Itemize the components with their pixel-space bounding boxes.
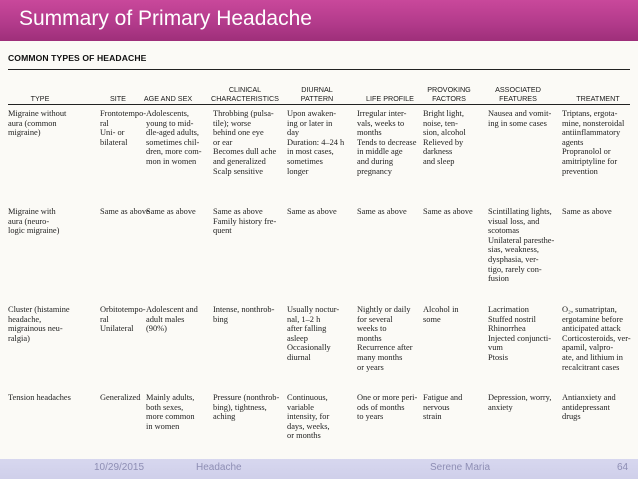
cell-associated-features [488,207,560,284]
cell-line: scotomas [488,226,520,236]
cell-line: migrainous neu- [8,324,63,334]
cell-line: antidepressant [562,402,610,412]
cell-line: or ear [213,137,233,147]
cell-line: headache, [8,314,42,324]
headache-table-image [0,41,638,459]
cell-line: agents [562,137,584,147]
cell-provoking-factors [423,393,485,422]
cell-line: vum [488,343,503,353]
cell-line: many months [357,352,403,362]
cell-line: Family history fre- [213,216,277,226]
cell-line: vals, weeks to [357,118,405,128]
cell-line: apamil, valpro- [562,343,614,353]
cell-clinical-characteristics [213,109,285,176]
cell-line: sometimes [287,156,323,166]
cell-line: strain [423,412,442,422]
cell-clinical-characteristics [213,393,285,422]
cell-line: Depression, worry, [488,393,552,402]
cell-line: behind one eye [213,128,264,138]
cell-line: months [357,128,382,138]
cell-line: One or more peri- [357,393,418,402]
cell-age-sex [146,207,212,217]
cell-line: O₂, sumatriptan, [562,305,617,314]
cell-line: Mainly adults, [146,393,195,402]
column-header-line: CHARACTERISTICS [211,94,279,103]
column-header-line: TREATMENT [576,94,620,103]
cell-treatment [562,393,632,422]
cell-line: dysphasia, ver- [488,254,539,264]
cell-line: Alcohol in [423,305,459,314]
cell-line: Generalized [100,393,141,402]
cell-line: Nausea and vomit- [488,109,552,118]
cell-line: Continuous, [287,393,328,402]
title-banner [0,0,638,41]
cell-line: Usually noctur- [287,305,340,314]
cell-line: Adolescents, [146,109,190,118]
cell-line: Adolescent and [146,305,198,314]
cell-line: diurnal [287,352,311,362]
cell-line: or years [357,362,384,372]
cell-line: bing), tightness, [213,402,267,412]
cell-line: sometimes chil- [146,137,200,147]
cell-line: sias, weakness, [488,245,539,255]
cell-line: mon in women [146,156,197,166]
cell-line: Same as above [146,207,196,216]
slide-number: 64 [617,462,629,473]
cell-clinical-characteristics [213,207,285,236]
cell-associated-features [488,109,560,128]
cell-line: nal, 1–2 h [287,314,321,324]
cell-line: prevention [562,166,598,176]
cell-life-profile [357,305,421,372]
cell-line: young to mid- [146,118,194,128]
cell-line: Becomes dull ache [213,147,277,157]
cell-line: Irregular inter- [357,109,407,118]
cell-line: amitriptyline for [562,156,618,166]
cell-line: Relieved by [423,137,464,147]
cell-line: Same as above [213,207,263,216]
cell-age-sex [146,305,212,334]
cell-line: Same as above [562,207,612,216]
footer-topic: Headache [196,462,242,473]
cell-line: Nightly or daily [357,305,411,314]
cell-line: for several [357,314,393,324]
cell-line: months [357,333,382,343]
cell-line: Intense, nonthrob- [213,305,275,314]
cell-line: ods of months [357,402,405,412]
cell-line: ate, and lithium in [562,352,623,362]
cell-line: both sexes, [146,402,184,412]
cell-line: Lacrimation [488,305,529,314]
cell-line: in middle age [357,147,403,157]
cell-line: darkness [423,147,453,157]
cell-line: visual loss, and [488,216,540,226]
cell-line: ing in some cases [488,118,547,128]
cell-line: variable [287,402,314,412]
cell-line: ral [100,314,109,324]
cell-life-profile [357,207,421,217]
cell-line: Bright light, [423,109,464,118]
cell-diurnal-pattern [287,305,355,363]
cell-site [100,305,144,334]
cell-line: after falling [287,324,327,334]
cell-line: Ptosis [488,352,509,362]
cell-line: in most cases, [287,147,334,157]
cell-line: Throbbing (pulsa- [213,109,274,118]
cell-type [8,207,98,236]
cell-line: aching [213,412,236,422]
cell-provoking-factors [423,207,485,217]
cell-line: Same as above [357,207,407,216]
cell-line: intensity, for [287,412,330,422]
cell-line: Same as above [423,207,473,216]
cell-site [100,393,144,403]
table-top-rule [8,69,630,70]
cell-line: Rhinorrhea [488,324,526,334]
cell-age-sex [146,109,212,167]
cell-provoking-factors [423,305,485,324]
cell-line: bing [213,314,228,324]
cell-diurnal-pattern [287,109,355,176]
cell-provoking-factors [423,109,485,167]
cell-line: tile); worse [213,118,251,128]
cell-line: and during [357,156,394,166]
cell-type [8,393,98,403]
cell-line: Pressure (nonthrob- [213,393,280,402]
cell-type [8,305,98,343]
cell-line: migraine) [8,128,41,138]
cell-line: mine, nonsteroidal [562,118,625,128]
cell-line: and generalized [213,156,266,166]
column-header-line: AGE AND SEX [143,94,193,103]
footer-bar [0,459,638,479]
cell-line: logic migraine) [8,226,60,236]
column-header-associated-features [473,85,563,103]
cell-line: sion, alcohol [423,128,466,138]
cell-line: drugs [562,412,581,422]
cell-life-profile [357,393,421,422]
column-header-line: SITE [110,94,126,103]
cell-line: Stuffed nostril [488,314,537,324]
column-header-line: FACTORS [432,94,466,103]
cell-line: pregnancy [357,166,392,176]
cell-line: quent [213,226,232,236]
cell-line: Cluster (histamine [8,305,70,314]
cell-line: Propranolol or [562,147,611,157]
cell-line: Orbitotempo- [100,305,146,314]
cell-site [100,207,150,217]
cell-age-sex [146,393,212,431]
cell-line: Duration: 4–24 h [287,137,345,147]
footer-date: 10/29/2015 [94,462,145,473]
cell-line: Recurrence after [357,343,413,353]
cell-line: bilateral [100,137,128,147]
cell-line: Same as above [287,207,337,216]
cell-line: in women [146,421,180,431]
cell-line: weeks to [357,324,387,334]
cell-line: longer [287,166,309,176]
cell-treatment [562,305,632,372]
cell-line: nervous [423,402,450,412]
footer-author: Serene Maria [430,462,491,473]
cell-line: or months [287,431,321,441]
cell-line: Frontotempo- [100,109,147,118]
cell-line: adult males [146,314,185,324]
cell-line: Migraine without [8,109,67,118]
cell-clinical-characteristics [213,305,285,324]
cell-line: tigo, rarely con- [488,264,542,274]
cell-line: more common [146,412,195,422]
cell-line: Antianxiety and [562,393,616,402]
cell-line: noise, ten- [423,118,458,128]
cell-line: (90%) [146,324,167,334]
cell-line: ral [100,118,109,128]
cell-line: Fatigue and [423,393,463,402]
cell-line: aura (neuro- [8,216,50,226]
cell-line: some [423,314,441,324]
column-header-line: LIFE PROFILE [366,94,414,103]
cell-line: Tension headaches [8,393,71,402]
cell-diurnal-pattern [287,393,355,441]
cell-diurnal-pattern [287,207,355,217]
cell-line: asleep [287,333,308,343]
cell-line: days, weeks, [287,421,330,431]
column-header-line: TYPE [30,94,50,103]
cell-line: anticipated attack [562,324,621,334]
cell-line: Unilateral [100,324,134,334]
cell-associated-features [488,305,560,363]
cell-associated-features [488,393,560,412]
cell-line: Scintillating lights, [488,207,552,216]
cell-line: Migraine with [8,207,56,216]
cell-line: Uni- or [100,128,125,138]
column-header-treatment [553,94,638,103]
column-header-line: ASSOCIATED [495,85,541,94]
cell-treatment [562,207,632,217]
header-bottom-rule [8,104,630,105]
column-header-line: PATTERN [300,94,334,103]
cell-line: ing or later in [287,118,333,128]
cell-line: fusion [488,274,509,284]
cell-line: anxiety [488,402,513,412]
slide-title: Summary of Primary Headache [19,7,312,30]
cell-line: antiinflammatory [562,128,621,138]
cell-line: to years [357,412,384,422]
cell-line: recalcitrant cases [562,362,620,372]
cell-treatment [562,109,632,176]
cell-line: ergotamine before [562,314,624,324]
cell-line: and sleep [423,156,455,166]
cell-line: Triptans, ergota- [562,109,618,118]
cell-line: dren, more com- [146,147,202,157]
column-header-line: FEATURES [499,94,537,103]
cell-type [8,109,98,138]
cell-life-profile [357,109,421,176]
cell-line: dle-aged adults, [146,128,200,138]
cell-line: Injected conjuncti- [488,333,552,343]
cell-line: Tends to decrease [357,137,417,147]
cell-line: Same as above [100,207,150,216]
column-header-line: CLINICAL [228,85,262,94]
table-heading: COMMON TYPES OF HEADACHE [8,53,147,63]
cell-line: Occasionally [287,343,331,353]
column-header-line: PROVOKING [427,85,471,94]
column-header-line: DIURNAL [301,85,333,94]
cell-line: Unilateral paresthe- [488,235,555,245]
cell-line: ralgia) [8,333,30,343]
cell-line: day [287,128,300,138]
cell-line: Scalp sensitive [213,166,264,176]
cell-site [100,109,147,147]
cell-line: Corticosteroids, ver- [562,333,631,343]
cell-line: Upon awaken- [287,109,337,118]
cell-line: aura (common [8,118,57,128]
